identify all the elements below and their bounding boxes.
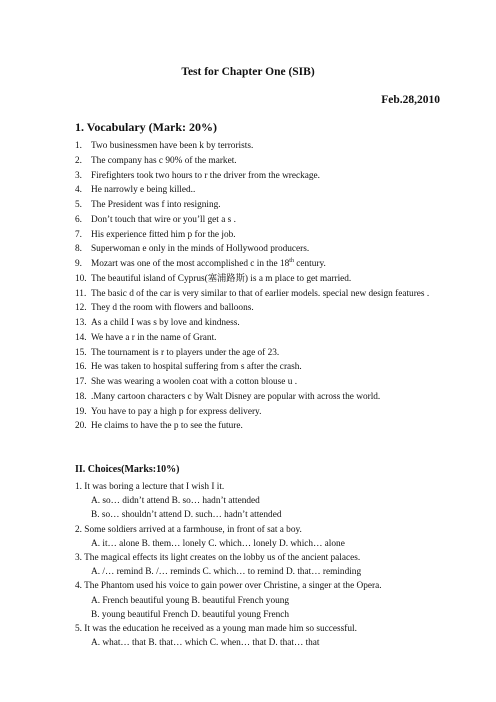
choice-question: 4. The Phantom used his voice to gain power over Christine, a singer at the Opera. (75, 581, 382, 592)
choice-question: 3. The magical effects its light creates on the lobby us of the ancient palaces. (75, 553, 361, 564)
choice-options: A. so… didn’t attend B. so… hadn’t attended (91, 496, 260, 507)
vocab-item-number: 12. (75, 303, 87, 314)
vocab-item-text: We have a r in the name of Grant. (91, 332, 217, 343)
vocab-item-number: 1. (75, 141, 82, 151)
document-date: Feb.28,2010 (381, 94, 440, 106)
vocab-item-number: 10. (75, 273, 87, 284)
vocab-item-text: Two businessmen have been k by terrorists. (91, 141, 254, 151)
vocab-item-text: Superwoman e only in the minds of Hollywood producers. (91, 244, 310, 255)
vocab-item-text: His experience fitted him p for the job. (91, 229, 236, 240)
vocab-item (75, 375, 447, 390)
vocab-item-text: They d the room with flowers and balloons. (91, 303, 254, 314)
choice-options: A. /… remind B. /… reminds C. which… to remind D. that… reminding (91, 567, 362, 578)
vocab-item (75, 272, 447, 287)
vocab-item-number: 9. (75, 259, 82, 269)
choice-options: A. what… that B. that… which C. when… that D. that… that (91, 638, 320, 649)
vocab-item (75, 139, 447, 154)
vocab-item (75, 183, 447, 198)
vocab-item-number: 16. (75, 362, 87, 373)
vocab-item (75, 242, 447, 257)
vocab-item-number: 5. (75, 200, 82, 210)
vocab-item (75, 169, 447, 184)
vocab-item-number: 18. (75, 391, 87, 402)
vocab-item-text: He claims to have the p to see the future. (91, 421, 243, 432)
vocab-item-number: 20. (75, 421, 87, 432)
vocab-item-number: 6. (75, 214, 82, 225)
vocab-item-number: 7. (75, 229, 82, 240)
vocab-item-text: Don’t touch that wire or you’ll get a s . (91, 214, 236, 225)
choice-question: 2. Some soldiers arrived at a farmhouse, in front of sat a boy. (75, 524, 302, 535)
vocab-item (75, 331, 447, 346)
choice-options: B. so… shouldn’t attend D. such… hadn’t attended (91, 510, 282, 521)
choice-options: A. it… alone B. them… lonely C. which… lonely D. which… alone (91, 538, 345, 549)
vocab-item-number: 4. (75, 185, 82, 196)
vocab-item-text: The beautiful island of Cyprus(塞浦路斯) is a m place to get married. (91, 273, 352, 284)
vocab-item (75, 287, 447, 302)
section-choices-heading: II. Choices(Marks:10%) (75, 464, 180, 475)
vocab-item-text: He narrowly e being killed.. (91, 185, 196, 196)
vocab-item-number: 11. (75, 288, 87, 299)
vocab-item (75, 198, 447, 213)
section-vocabulary-heading: 1. Vocabulary (Mark: 20%) (75, 120, 217, 134)
document-title: Test for Chapter One (SIB) (181, 66, 315, 78)
vocab-item-text: Firefighters took two hours to r the driver from the wreckage. (91, 170, 320, 181)
vocab-item-text: He was taken to hospital suffering from s after the crash. (91, 362, 302, 373)
vocab-item-number: 2. (75, 155, 82, 166)
vocab-item-text: The tournament is r to players under the age of 23. (91, 347, 280, 358)
vocab-item-text: You have to pay a high p for express delivery. (91, 406, 262, 417)
vocab-item-text: As a child I was s by love and kindness. (91, 318, 240, 328)
vocab-item-number: 17. (75, 377, 87, 387)
vocab-item-number: 14. (75, 332, 87, 343)
choice-options: B. young beautiful French D. beautiful young French (91, 609, 290, 620)
vocab-item (75, 228, 447, 243)
vocab-item-text: The President was f into resigning. (91, 200, 221, 210)
vocab-item-number: 19. (75, 406, 87, 417)
vocab-item (75, 419, 447, 434)
vocab-item (75, 405, 447, 420)
vocab-item (75, 316, 447, 331)
vocab-item-text: .Many cartoon characters c by Walt Disney are popular with across the world. (91, 391, 381, 402)
choices-list (75, 480, 447, 650)
vocab-item (75, 390, 447, 405)
vocab-item (75, 301, 447, 316)
vocab-item (75, 346, 447, 361)
choice-question: 5. It was the education he received as a young man made him so successful. (75, 624, 357, 635)
vocab-item (75, 213, 447, 228)
vocab-item-number: 13. (75, 318, 87, 328)
vocab-item-text: Mozart was one of the most accomplished c in the 18th century. (91, 257, 326, 269)
choice-options: A. French beautiful young B. beautiful French young (91, 595, 290, 606)
vocab-item (75, 360, 447, 375)
vocab-item (75, 257, 447, 272)
vocab-item-text: The company has c 90% of the market. (91, 155, 237, 166)
vocab-item (75, 154, 447, 169)
vocab-item-number: 3. (75, 170, 82, 181)
choice-question: 1. It was boring a lecture that I wish I it. (75, 482, 225, 492)
vocabulary-list (75, 139, 447, 434)
vocab-item-text: She was wearing a woolen coat with a cotton blouse u . (91, 377, 298, 387)
vocab-item-number: 15. (75, 347, 87, 358)
vocab-item-number: 8. (75, 244, 82, 255)
vocab-item-text: The basic d of the car is very similar to that of earlier models. special new design features . (91, 288, 430, 299)
